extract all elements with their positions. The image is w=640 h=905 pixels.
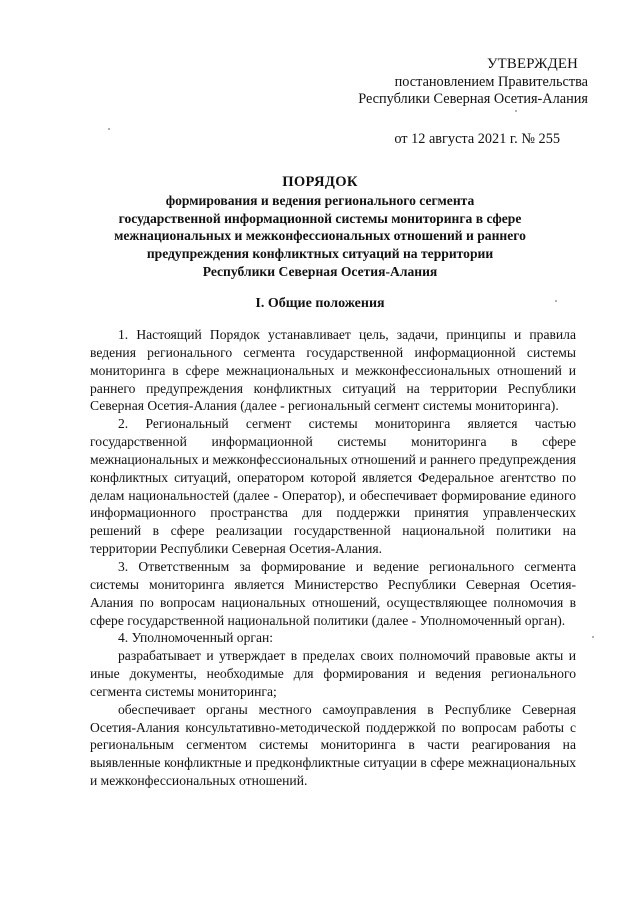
approval-line-1: постановлением Правительства <box>394 73 588 90</box>
heading-line: межнациональных и межконфессиональных отношений и раннего <box>114 228 526 244</box>
paragraph: разрабатывает и утверждает в пределах своих полномочий правовые акты и иные документы, необходимые для формирования и ведения регионального сегмента системы мониторинга; <box>90 648 576 699</box>
paragraph: 2. Региональный сегмент системы мониторинга является частью государственной информационной системы мониторинга в сфере межнациональных и межконфессиональных отношений и раннего предупреждения конфликтных ситуаций, оператором которой является Федеральное агентство по делам национальностей (далее - Оператор), и обеспечивает формирование единого информационного пространства для поддержки принятия управленческих решений в сфере реализации государственной национальной политики на территории Республики Северная Осетия-Алания. <box>90 416 576 557</box>
approval-stamp <box>338 56 588 148</box>
paragraph: 4. Уполномоченный орган: <box>118 630 274 646</box>
heading-line: формирования и ведения регионального сегмента <box>165 192 475 208</box>
paragraph: 1. Настоящий Порядок устанавливает цель, задачи, принципы и правила ведения регионального сегмента государственной информационной системы мониторинга в сфере межнациональных и межконфессиональных отношений и раннего предупреждения конфликтных ситуаций на территории Республики Северная Осетия-Алания (далее - региональный сегмент системы мониторинга). <box>90 327 576 414</box>
scan-speck <box>592 636 594 638</box>
scan-speck <box>515 110 517 112</box>
document-title: ПОРЯДОК <box>282 174 358 190</box>
approval-line-2: Республики Северная Осетия-Алания <box>358 91 588 107</box>
heading-line: Республики Северная Осетия-Алания <box>202 263 438 279</box>
scan-speck <box>108 128 110 130</box>
scan-speck <box>555 300 557 302</box>
heading-line: предупреждения конфликтных ситуаций на территории <box>146 246 494 262</box>
approval-date: от 12 августа 2021 г. № 255 <box>394 130 560 147</box>
paragraph: обеспечивает органы местного самоуправления в Республике Северная Осетия-Алания консультативно-методической поддержкой по вопросам работы с региональным сегментом системы мониторинга в части реагирования на выявленные конфликтные и предконфликтные ситуации в сфере межнациональных и межконфессиональных отношений. <box>90 701 576 789</box>
approval-title: УТВЕРЖДЕН <box>486 56 578 72</box>
paragraph: 3. Ответственным за формирование и ведение регионального сегмента системы мониторинга является Министерство Республики Северная Осетия-Алания по вопросам национальных отношений, осуществляющее полномочия в сфере государственной национальной политики (далее - Уполномоченный орган). <box>90 558 576 628</box>
document-heading <box>70 174 570 281</box>
section-title: I. Общие положения <box>255 296 385 311</box>
heading-line: государственной информационной системы мониторинга в сфере <box>118 210 522 226</box>
document-body <box>90 323 576 790</box>
